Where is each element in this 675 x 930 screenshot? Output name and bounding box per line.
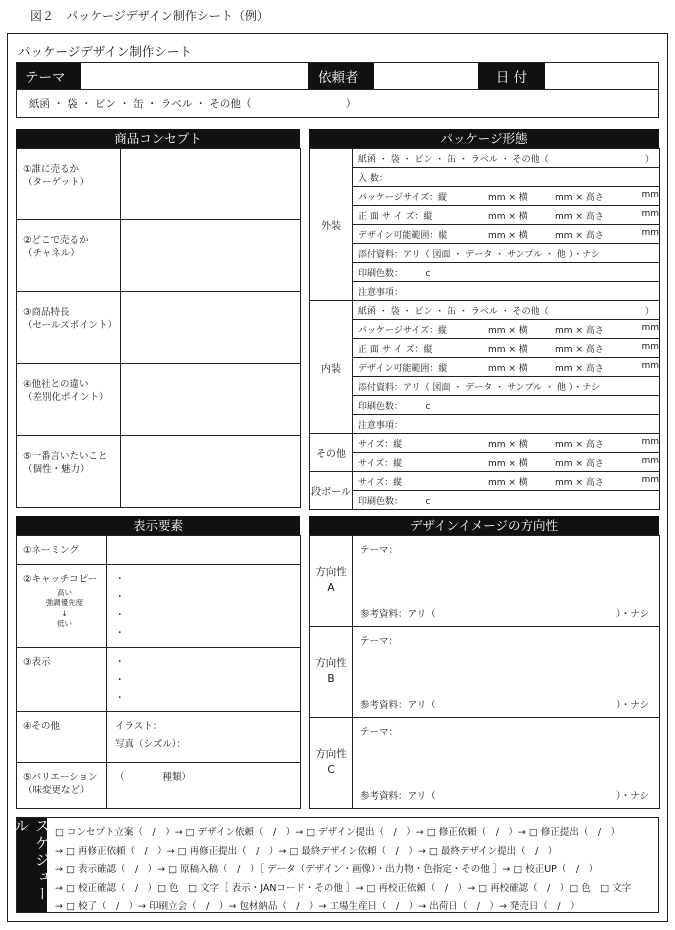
row-part-c: mm × 高さ bbox=[555, 325, 604, 336]
schedule-line[interactable]: → □ 表示確認（ / ）→ □ 原稿入稿（ / ）［ データ（デザイン・画像）・出力物・色指定・その他 ］→ □ 校正UP（ / ） bbox=[55, 864, 599, 875]
catchcopy-field[interactable] bbox=[107, 565, 301, 648]
row-part-b: mm × 横 bbox=[488, 344, 528, 355]
outer-row[interactable] bbox=[353, 206, 660, 225]
row-text bbox=[358, 228, 659, 241]
row-part-a: 紙函 ・ 袋 ・ ビン ・ 缶 ・ ラベル ・ その他（ bbox=[358, 154, 549, 165]
row-part-d: mm bbox=[641, 474, 659, 485]
variation-label: ⑤バリエーション （味変更など） bbox=[17, 763, 107, 809]
schedule-body bbox=[47, 818, 631, 912]
ref-label: 参考資料：アリ（ bbox=[360, 791, 436, 802]
other-label: ④その他 bbox=[17, 712, 107, 763]
schedule-line[interactable]: → □ 再修正依頼（ / ）→ □ 再修正提出（ / ）→ □ 最終デザイン依頼（ / ）→ □ 最終デザイン提出（ / ） bbox=[55, 845, 558, 857]
row-part-a: 注意事項： bbox=[358, 420, 404, 431]
direction-a-field[interactable] bbox=[353, 536, 660, 627]
bullet: ・ bbox=[115, 592, 125, 603]
row-part-a: サイズ：縦 bbox=[358, 439, 403, 450]
catchcopy-label: ②キャッチコピー bbox=[23, 574, 98, 585]
row-part-a: 添付資料：アリ（ 図面 ・ データ ・ サンプル ・ 他 ）・ナシ bbox=[358, 249, 601, 260]
row-part-d: ） bbox=[645, 306, 655, 317]
priority-arrow: ↓ bbox=[61, 608, 68, 618]
row-part-d: mm bbox=[641, 227, 659, 238]
row-part-a: デザイン可能範囲：縦 bbox=[358, 363, 448, 374]
box-group-label: 段ボール bbox=[310, 472, 353, 510]
illust-label: イラスト： bbox=[115, 721, 163, 732]
outer-row[interactable] bbox=[353, 149, 660, 168]
bullet: ・ bbox=[115, 628, 125, 639]
schedule-section bbox=[12, 817, 659, 913]
row-part-c: mm × 高さ bbox=[555, 363, 604, 374]
priority-scale bbox=[23, 588, 106, 629]
row-part-c: mm × 高さ bbox=[555, 344, 604, 355]
bullet: ・ bbox=[115, 675, 125, 686]
row-part-d bbox=[645, 247, 659, 260]
labeling-field[interactable] bbox=[107, 648, 301, 712]
row-text bbox=[358, 323, 659, 336]
client-field[interactable] bbox=[374, 63, 478, 89]
row-part-a: 印刷色数： c bbox=[358, 401, 431, 412]
display-section bbox=[16, 516, 300, 809]
row-text bbox=[358, 171, 659, 184]
schedule-line[interactable]: → □ 校了（ / ）→ 印刷立会（ / ）→ 包材納品（ / ）→ 工場生産日（ / ）→ 出荷日（ / ）→ 発売日（ / ） bbox=[55, 901, 580, 912]
row-part-a: 正 面 サ イ ズ：縦 bbox=[358, 344, 433, 355]
row-part-a: 印刷色数： c bbox=[358, 496, 431, 507]
row-text bbox=[358, 494, 659, 507]
outer-row[interactable] bbox=[353, 225, 660, 244]
row-part-d bbox=[645, 380, 659, 393]
kinds-label: （ 種類） bbox=[115, 772, 192, 783]
row-part-d bbox=[645, 266, 659, 279]
direction-ref bbox=[360, 606, 649, 620]
ref-end: ）・ナシ bbox=[615, 700, 649, 711]
catchcopy-label-cell bbox=[17, 565, 107, 648]
other-field[interactable] bbox=[107, 712, 301, 763]
row-part-c: mm × 高さ bbox=[555, 230, 604, 241]
inner-row[interactable] bbox=[353, 301, 660, 320]
outer-row[interactable] bbox=[353, 282, 660, 301]
other-row[interactable] bbox=[353, 434, 660, 453]
outer-row[interactable] bbox=[353, 263, 660, 282]
row-part-a: 紙函 ・ 袋 ・ ビン ・ 缶 ・ ラベル ・ その他（ bbox=[358, 306, 549, 317]
row-part-d: mm bbox=[641, 360, 659, 371]
row-part-d bbox=[645, 399, 659, 412]
concept-title: 商品コンセプト bbox=[16, 129, 300, 148]
naming-label: ①ネーミング bbox=[17, 536, 107, 565]
ref-end: ）・ナシ bbox=[615, 609, 649, 620]
concept-label-2: ②どこで売るか （チャネル） bbox=[17, 220, 121, 292]
row-part-d: mm bbox=[641, 455, 659, 466]
row-part-a: パッケージサイズ：縦 bbox=[358, 192, 448, 203]
row-text bbox=[358, 418, 659, 431]
row-part-d bbox=[645, 418, 659, 431]
inner-row[interactable] bbox=[353, 358, 660, 377]
row-part-a: 注意事項： bbox=[358, 287, 404, 298]
row-part-c: mm × 高さ bbox=[555, 477, 604, 488]
bullet: ・ bbox=[115, 693, 125, 704]
inner-row[interactable] bbox=[353, 415, 660, 434]
priority-label: 強調優先度 bbox=[45, 598, 84, 608]
inner-row[interactable] bbox=[353, 396, 660, 415]
outer-row[interactable] bbox=[353, 168, 660, 187]
direction-ref bbox=[360, 788, 649, 802]
outer-row[interactable] bbox=[353, 244, 660, 263]
schedule-label: スケジュール bbox=[17, 818, 47, 912]
row-part-a: サイズ：縦 bbox=[358, 458, 403, 469]
schedule-line[interactable]: □ コンセプト立案（ / ）→ □ デザイン依頼（ / ）→ □ デザイン提出（ / ）→ □ 修正依頼（ / ）→ □ 修正提出（ / ） bbox=[55, 827, 621, 838]
inner-row[interactable] bbox=[353, 339, 660, 358]
row-part-a: パッケージサイズ：縦 bbox=[358, 325, 448, 336]
direction-b-field[interactable] bbox=[353, 627, 660, 718]
header-bar bbox=[16, 62, 659, 90]
row-part-c: mm × 高さ bbox=[555, 458, 604, 469]
direction-theme-label: テーマ： bbox=[360, 636, 399, 647]
row-text bbox=[358, 285, 659, 298]
row-text bbox=[358, 209, 659, 222]
ref-end: ）・ナシ bbox=[615, 791, 649, 802]
row-part-b: mm × 横 bbox=[488, 230, 528, 241]
row-text bbox=[358, 399, 659, 412]
row-part-b: mm × 横 bbox=[488, 192, 528, 203]
row-part-d: mm bbox=[641, 189, 659, 200]
row-part-d bbox=[645, 494, 659, 507]
direction-c-label: 方向性 C bbox=[310, 718, 353, 809]
row-text bbox=[358, 475, 659, 488]
bullet: ・ bbox=[115, 610, 125, 621]
row-text bbox=[358, 152, 659, 165]
inner-row[interactable] bbox=[353, 377, 660, 396]
concept-label-1: ①誰に売るか （ターゲット） bbox=[17, 149, 121, 220]
box-row[interactable] bbox=[353, 472, 660, 491]
concept-label-5: ⑤一番言いたいこと （個性・魅力） bbox=[17, 436, 121, 508]
row-text bbox=[358, 342, 659, 355]
box-row[interactable] bbox=[353, 491, 660, 510]
row-part-d: mm bbox=[641, 436, 659, 447]
inner-row[interactable] bbox=[353, 320, 660, 339]
row-part-a: 正 面 サ イ ズ：縦 bbox=[358, 211, 433, 222]
direction-theme-label: テーマ： bbox=[360, 545, 399, 556]
row-text bbox=[358, 190, 659, 203]
row-part-a: 印刷色数： c bbox=[358, 268, 431, 279]
display-table bbox=[16, 535, 301, 809]
row-text bbox=[358, 456, 659, 469]
row-part-d: mm bbox=[641, 322, 659, 333]
package-type-options: 紙函 ・ 袋 ・ ビン ・ 缶 ・ ラベル ・ その他（ ） bbox=[16, 90, 659, 118]
client-label: 依頼者 bbox=[308, 63, 374, 89]
concept-field-3[interactable] bbox=[121, 292, 301, 364]
concept-section bbox=[16, 129, 300, 508]
inner-group-label: 内装 bbox=[310, 301, 353, 434]
row-part-b: mm × 横 bbox=[488, 439, 528, 450]
row-text bbox=[358, 304, 659, 317]
schedule-line[interactable]: → □ 校正確認（ / ）□ 色 □ 文字［ 表示・JANコード・その他 ］→ □ 再校正依頼（ / ）→ □ 再校確認（ / ）□ 色 □ 文字 bbox=[55, 882, 632, 894]
display-title: 表示要素 bbox=[16, 516, 300, 535]
row-text bbox=[358, 380, 659, 393]
theme-field[interactable] bbox=[81, 63, 308, 89]
row-part-d: ） bbox=[645, 154, 655, 165]
priority-high: 高い bbox=[57, 588, 72, 598]
row-part-d bbox=[645, 171, 659, 184]
date-field[interactable] bbox=[545, 63, 658, 89]
theme-label: テーマ bbox=[17, 63, 81, 89]
concept-field-1[interactable] bbox=[121, 149, 301, 220]
direction-table bbox=[309, 535, 660, 809]
row-part-a: 入 数： bbox=[358, 173, 388, 184]
outer-row[interactable] bbox=[353, 187, 660, 206]
direction-b-label: 方向性 B bbox=[310, 627, 353, 718]
other-row[interactable] bbox=[353, 453, 660, 472]
ref-label: 参考資料：アリ（ bbox=[360, 700, 436, 711]
direction-a-label: 方向性 A bbox=[310, 536, 353, 627]
row-text bbox=[358, 266, 659, 279]
row-part-d bbox=[645, 285, 659, 298]
row-part-b: mm × 横 bbox=[488, 363, 528, 374]
row-part-d: mm bbox=[641, 341, 659, 352]
row-part-b: mm × 横 bbox=[488, 325, 528, 336]
direction-ref bbox=[360, 697, 649, 711]
concept-field-5[interactable] bbox=[121, 436, 301, 508]
row-part-d: mm bbox=[641, 208, 659, 219]
outer-group-label: 外装 bbox=[310, 149, 353, 301]
sheet-title: パッケージデザイン制作シート bbox=[18, 44, 192, 59]
row-part-a: デザイン可能範囲：縦 bbox=[358, 230, 448, 241]
concept-field-2[interactable] bbox=[121, 220, 301, 292]
figure-caption: 図２ パッケージデザイン制作シート（例） bbox=[30, 9, 269, 23]
package-section bbox=[309, 129, 659, 510]
variation-field[interactable] bbox=[107, 763, 301, 809]
bullet: ・ bbox=[115, 657, 125, 668]
concept-label-3: ③商品特長 （セールスポイント） bbox=[17, 292, 121, 364]
naming-field[interactable] bbox=[107, 536, 301, 565]
priority-low: 低い bbox=[57, 618, 72, 628]
labeling-label: ③表示 bbox=[17, 648, 107, 712]
row-text bbox=[358, 361, 659, 374]
row-part-c: mm × 高さ bbox=[555, 439, 604, 450]
direction-theme-label: テーマ： bbox=[360, 727, 399, 738]
row-part-b: mm × 横 bbox=[488, 211, 528, 222]
row-part-b: mm × 横 bbox=[488, 458, 528, 469]
direction-section bbox=[309, 516, 659, 809]
row-part-b: mm × 横 bbox=[488, 477, 528, 488]
other-group-label: その他 bbox=[310, 434, 353, 472]
package-table bbox=[309, 148, 660, 510]
photo-label: 写真（シズル）： bbox=[115, 739, 186, 750]
concept-field-4[interactable] bbox=[121, 364, 301, 436]
row-text bbox=[358, 437, 659, 450]
ref-label: 参考資料：アリ（ bbox=[360, 609, 436, 620]
concept-table bbox=[16, 148, 301, 508]
row-part-c: mm × 高さ bbox=[555, 211, 604, 222]
direction-c-field[interactable] bbox=[353, 718, 660, 809]
concept-label-4: ④他社との違い （差別化ポイント） bbox=[17, 364, 121, 436]
bullet: ・ bbox=[115, 574, 125, 585]
package-title: パッケージ形態 bbox=[309, 129, 659, 148]
row-text bbox=[358, 247, 659, 260]
direction-title: デザインイメージの方向性 bbox=[309, 516, 659, 535]
date-label: 日 付 bbox=[478, 63, 545, 89]
row-part-a: サイズ：縦 bbox=[358, 477, 403, 488]
row-part-a: 添付資料：アリ（ 図面 ・ データ ・ サンプル ・ 他 ）・ナシ bbox=[358, 382, 601, 393]
row-part-c: mm × 高さ bbox=[555, 192, 604, 203]
